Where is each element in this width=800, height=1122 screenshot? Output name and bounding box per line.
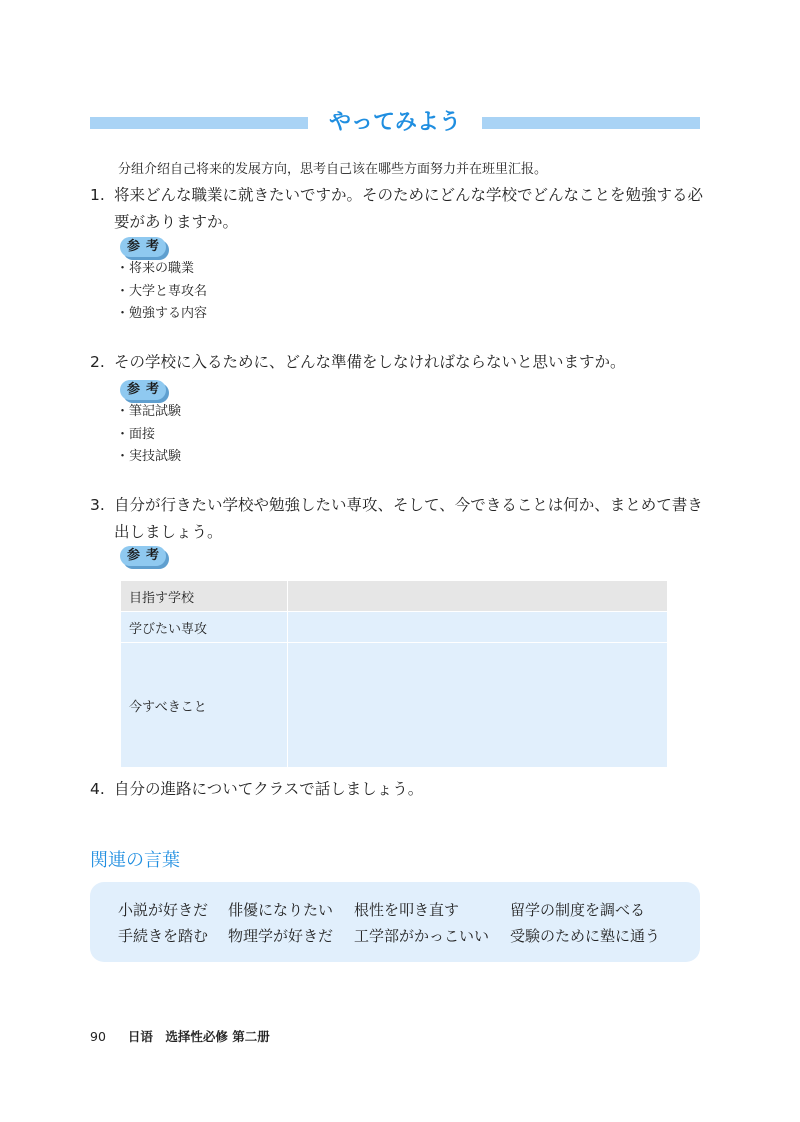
question-number: 3.	[90, 496, 105, 514]
question-number: 1.	[90, 186, 105, 204]
vocab-item: 根性を叩き直す	[354, 901, 460, 919]
list-item: ・ 筆記試験	[116, 401, 181, 424]
question-text: 将来どんな職業に就きたいですか。そのためにどんな学校でどんなことを勉強する必要がありますか。	[114, 186, 704, 231]
vocab-item: 物理学が好きだ	[228, 927, 334, 945]
reference-badge: 参考	[120, 546, 166, 566]
title-bar-left	[90, 117, 308, 129]
instruction-text: 分组介绍自己将来的发展方向，思考自己该在哪些方面努力并在班里汇报。	[118, 162, 548, 177]
page-footer	[90, 1028, 270, 1046]
question-4	[90, 776, 705, 803]
list-item: ・ 将来の職業	[116, 258, 207, 281]
vocab-item: 工学部がかっこいい	[354, 927, 490, 945]
book-title: 日语 选择性必修 第二册	[127, 1029, 270, 1044]
question-3	[90, 492, 705, 546]
related-words-box	[90, 882, 700, 962]
list-item: ・ 大学と専攻名	[116, 281, 207, 304]
question-text: 自分の進路についてクラスで話しましょう。	[114, 780, 424, 798]
reference-badge: 参考	[120, 237, 166, 257]
table-row	[121, 643, 668, 768]
vocab-item: 受験のために塾に通う	[510, 927, 661, 945]
bullet-list-2	[116, 401, 181, 469]
list-item: ・ 実技試験	[116, 446, 181, 469]
question-1	[90, 182, 705, 236]
vocab-item: 俳優になりたい	[228, 901, 334, 919]
table-input-cell[interactable]	[288, 612, 668, 643]
question-number: 4.	[90, 780, 105, 798]
table-input-cell[interactable]	[288, 581, 668, 612]
page-number: 90	[90, 1029, 106, 1044]
title-bar-right	[482, 117, 700, 129]
plan-table	[120, 580, 668, 768]
table-label: 学びたい専攻	[121, 612, 288, 643]
related-words-heading: 関連の言葉	[90, 850, 180, 871]
question-number: 2.	[90, 353, 105, 371]
table-row	[121, 581, 668, 612]
vocab-item: 小説が好きだ	[118, 901, 209, 919]
table-label: 目指す学校	[121, 581, 288, 612]
question-text: その学校に入るために、どんな準備をしなければならないと思いますか。	[114, 353, 626, 371]
section-title: やってみよう	[328, 110, 461, 135]
table-label: 今すべきこと	[121, 643, 288, 768]
vocab-item: 留学の制度を調べる	[510, 901, 646, 919]
question-2	[90, 349, 705, 376]
bullet-list-1	[116, 258, 207, 326]
question-text: 自分が行きたい学校や勉強したい専攻、そして、今できることは何か、まとめて書き出しましょう。	[114, 496, 703, 541]
vocab-item: 手続きを踏む	[118, 927, 209, 945]
list-item: ・ 勉強する内容	[116, 303, 207, 326]
list-item: ・ 面接	[116, 424, 181, 447]
table-input-cell[interactable]	[288, 643, 668, 768]
reference-badge: 参考	[120, 380, 166, 400]
table-row	[121, 612, 668, 643]
